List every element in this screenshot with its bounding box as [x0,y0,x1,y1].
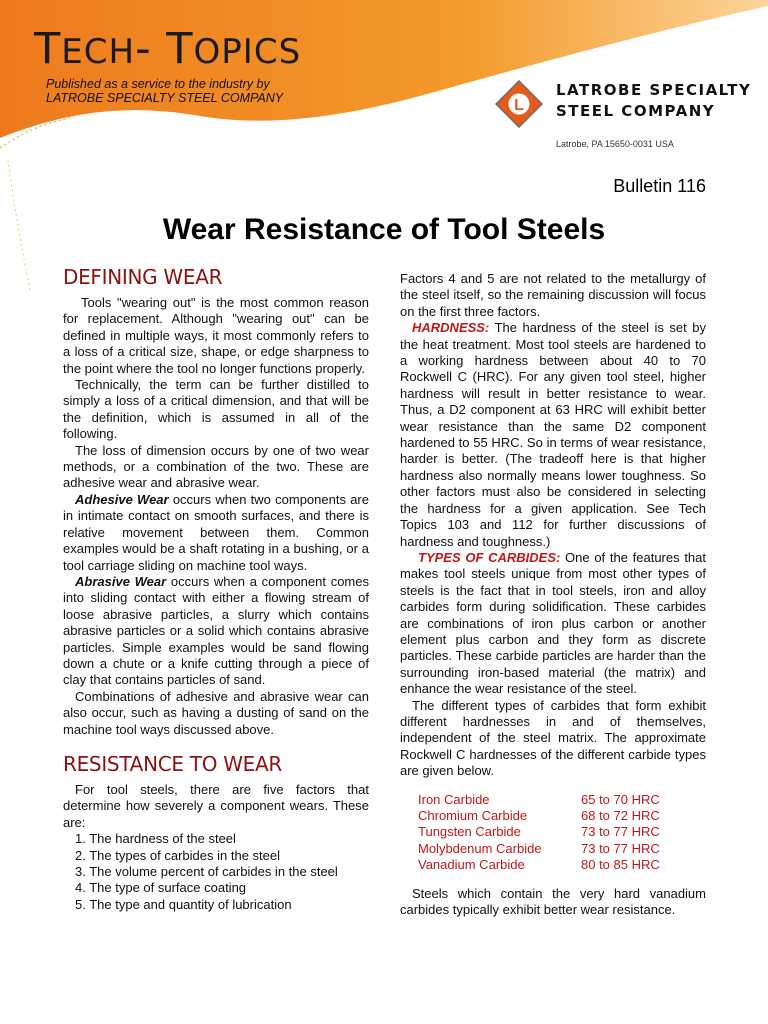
carbides-text: One of the features that makes tool steels unique from most other types of steels is the fact that in tool steels, iron and alloy carbides form during solidification. These carbides are combinations of iron plus carbon or another element plus carbon and they form as discrete particles. These carbide particles are harder than the surrounding iron-based material (the matrix) and enhance the wear resistance of the steel. [400,549,707,697]
company-name [556,80,751,122]
carbide-name: Iron Carbide [418,791,490,807]
table-row [418,857,706,873]
carbide-name: Tungsten Carbide [418,824,521,840]
paragraph: The different types of carbides that form exhibit different hardnesses in and of themselves, independent of the steel matrix. The approximate Rockwell C hardnesses of the different carbide types are given below. [400,697,706,779]
list-item: 1. The hardness of the steel [75,831,236,847]
types-of-carbides-term: TYPES OF CARBIDES: [418,549,561,565]
adhesive-wear-term: Adhesive Wear [75,491,169,507]
right-column [400,271,706,918]
tech-topics-title [34,24,301,74]
company-line-2: STEEL COMPANY [556,102,716,120]
table-row [418,824,706,840]
paragraph-hardness [400,320,706,550]
title-ech: ECH [61,32,136,72]
carbide-hardness-table [418,792,706,874]
factor-list [63,831,369,913]
carbide-hardness: 80 to 85 HRC [581,857,660,873]
title-letter-t2: T [166,24,194,74]
table-row [418,841,706,857]
paragraph: Combinations of adhesive and abrasive wear can also occur, such as having a dusting of sand on the machine tool ways discussed above. [63,688,369,737]
abrasive-wear-term: Abrasive Wear [75,573,167,589]
paragraph: Factors 4 and 5 are not related to the metallurgy of the steel itself, so the remaining discussion will focus on the first three factors. [400,271,706,319]
carbide-hardness: 73 to 77 HRC [581,824,660,840]
latrobe-logo-icon [495,80,543,128]
carbide-name: Chromium Carbide [418,808,528,823]
abrasive-text: occurs when a component comes into sliding contact with either a flowing stream of loose abrasive particles, a slurry which contains abrasive particles or a solid which contains abrasive particles. Simple examples would be sand flowing down a chute or a knife cutting through a piece of clay that contains particles of sand. [63,573,369,688]
carbide-hardness: 65 to 70 HRC [581,791,660,807]
paragraph: For tool steels, there are five factors that determine how severely a component wears. These are: [63,781,369,830]
page-title: Wear Resistance of Tool Steels [162,213,606,246]
paragraph-adhesive [63,492,369,574]
carbide-hardness: 73 to 77 HRC [581,840,660,856]
published-line-2: LATROBE SPECIALTY STEEL COMPANY [46,91,284,105]
carbide-name: Molybdenum Carbide [418,840,542,856]
hardness-text: The hardness of the steel is set by the heat treatment. Most tool steels are hardened to a working hardness between about 40 to 70 Rockwell C (HRC). For any given tool steel, higher hardness will result in better resistance to wear. Thus, a D2 component at 63 HRC will exhibit better wear resistance than the same D2 component hardened to 55 HRC. So in terms of wear resistance, harder is better. (The tradeoff here is that higher hardness also normally means lower toughness. So other factors must also be considered in selecting the hardness for a given application. See Tech Topics 103 and 112 for further discussions of hardness and toughness.) [400,320,706,549]
heading-defining-wear: DEFINING WEAR [63,265,223,289]
paragraph: Steels which contain the very hard vanadium carbides typically exhibit better wear resistance. [400,885,706,918]
list-item: 5. The type and quantity of lubrication [75,896,292,912]
left-column [63,265,369,913]
heading-resistance-to-wear: RESISTANCE TO WEAR [63,751,282,776]
paragraph: The loss of dimension occurs by one of two wear methods, or a combination of the two. These are adhesive wear and abrasive wear. [63,442,369,491]
title-letter-t: T [34,24,62,74]
adhesive-text: occurs when two components are in intimate contact on smooth surfaces, and there is relative movement between them. Common examples would be a shaft rotating in a bushing, or a tool carriage sliding on machine tool ways. [63,491,369,573]
table-row [418,792,706,808]
carbide-name: Vanadium Carbide [418,857,525,873]
paragraph: Technically, the term can be further distilled to simply a loss of a critical dimension, and that will be the definition, which is assumed in all of the following. [63,377,369,442]
logo-letter: L [514,97,524,114]
published-by [46,77,283,105]
title-opics: OPICS [193,32,302,72]
carbide-hardness: 68 to 72 HRC [581,808,660,823]
paragraph-carbides [400,550,706,698]
company-line-1: LATROBE SPECIALTY [556,81,752,99]
hardness-term: HARDNESS: [412,320,490,336]
table-row [418,808,706,824]
company-address: Latrobe, PA 15650-0031 USA [556,139,674,149]
list-item: 2. The types of carbides in the steel [75,847,280,863]
bulletin-number: Bulletin 116 [613,176,706,196]
list-item: 4. The type of surface coating [75,880,247,896]
list-item: 3. The volume percent of carbides in the steel [75,864,338,879]
title-dash: - [135,24,167,74]
published-line-1: Published as a service to the industry by [46,77,270,91]
paragraph: Tools "wearing out" is the most common reason for replacement. Although "wearing out" can be defined in multiple ways, it most commonly refers to a loss of a critical size, shape, or edge sharpness to the point where the tool no longer functions properly. [63,295,369,376]
paragraph-abrasive [63,574,369,689]
